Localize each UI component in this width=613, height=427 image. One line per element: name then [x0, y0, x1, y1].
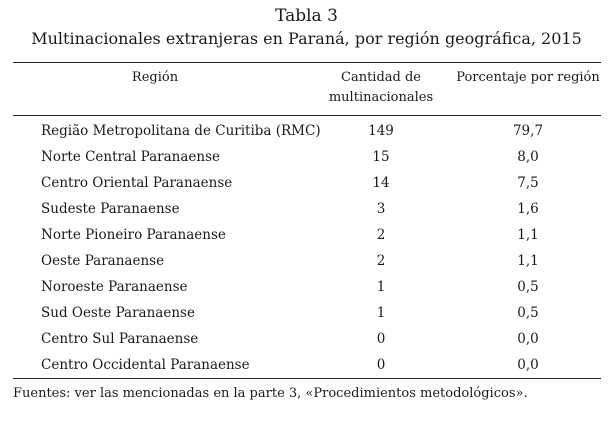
region-cell: Norte Central Paranaense — [41, 149, 221, 165]
quantity-cell: 3 — [376, 201, 386, 217]
percentage-cell: 1,6 — [517, 201, 539, 217]
quantity-cell: 0 — [376, 331, 386, 347]
percentage-cell: 0,5 — [517, 279, 539, 295]
table-row — [0, 118, 613, 144]
region-cell: Sud Oeste Paranaense — [41, 305, 195, 321]
percentage-cell: 79,7 — [512, 123, 544, 139]
region-cell: Centro Oriental Paranaense — [41, 175, 233, 191]
quantity-cell: 14 — [372, 175, 390, 191]
column-header-region: Región — [131, 70, 179, 85]
table-row — [0, 196, 613, 222]
table-bottom-rule — [13, 378, 601, 379]
quantity-cell: 1 — [376, 279, 386, 295]
percentage-cell: 7,5 — [517, 175, 539, 191]
region-cell: Sudeste Paranaense — [41, 201, 180, 217]
quantity-cell: 0 — [376, 357, 386, 373]
quantity-cell: 2 — [376, 253, 386, 269]
table-row — [0, 170, 613, 196]
table-row — [0, 248, 613, 274]
region-cell: Norte Pioneiro Paranaense — [41, 227, 226, 243]
table-row — [0, 222, 613, 248]
table-row — [0, 274, 613, 300]
percentage-cell: 1,1 — [517, 253, 539, 269]
region-cell: Centro Sul Paranaense — [41, 331, 199, 347]
quantity-cell: 2 — [376, 227, 386, 243]
quantity-cell: 1 — [376, 305, 386, 321]
region-cell: Centro Occidental Paranaense — [41, 357, 250, 373]
percentage-cell: 1,1 — [517, 227, 539, 243]
table-row — [0, 326, 613, 352]
region-cell: Região Metropolitana de Curitiba (RMC) — [41, 123, 321, 139]
percentage-cell: 0,0 — [517, 331, 539, 347]
column-header-quantity: Cantidad de multinacionales — [328, 70, 434, 105]
table-row — [0, 144, 613, 170]
table-row — [0, 352, 613, 378]
region-cell: Noroeste Paranaense — [41, 279, 188, 295]
table-header-rule — [13, 115, 601, 116]
table-body — [0, 118, 613, 378]
percentage-cell: 0,5 — [517, 305, 539, 321]
table-source-note: Fuentes: ver las mencionadas en la parte 3, «Procedimientos metodológicos». — [13, 386, 528, 401]
column-header-percentage: Porcentaje por región — [456, 70, 600, 85]
region-cell: Oeste Paranaense — [41, 253, 165, 269]
table-row — [0, 300, 613, 326]
table-number: Tabla 3 — [275, 6, 338, 26]
table-title: Multinacionales extranjeras en Paraná, por región geográfica, 2015 — [31, 29, 582, 48]
percentage-cell: 8,0 — [517, 149, 539, 165]
table-top-rule — [13, 62, 601, 63]
percentage-cell: 0,0 — [517, 357, 539, 373]
quantity-cell: 15 — [372, 149, 390, 165]
quantity-cell: 149 — [368, 123, 394, 139]
